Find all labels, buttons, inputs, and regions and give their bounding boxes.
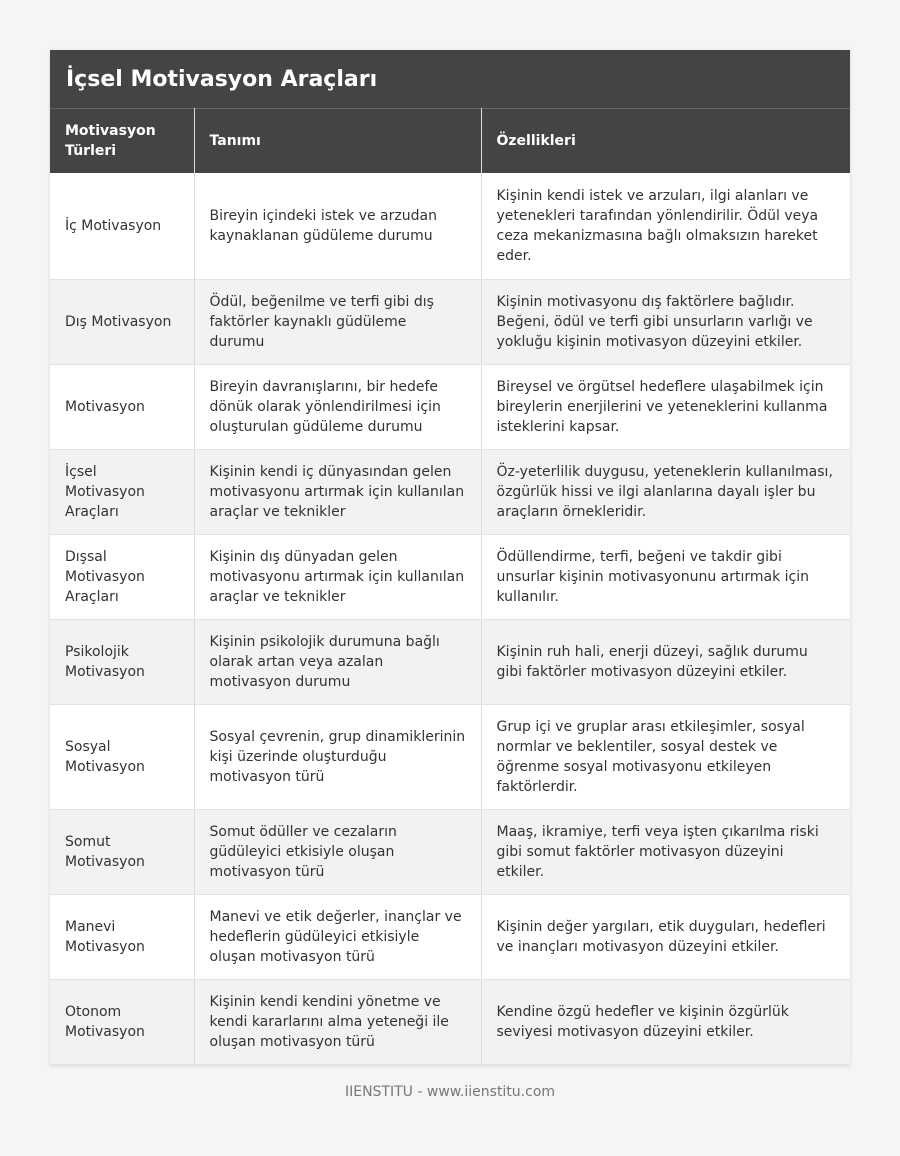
- column-header-features: Özellikleri: [481, 109, 850, 174]
- table-row: [50, 364, 850, 449]
- cell-features: Kişinin motivasyonu dış faktörlere bağlıdır. Beğeni, ödül ve terfi gibi unsurların varlığı ve yokluğu kişinin motivasyon düzeyini etkiler.: [481, 279, 850, 364]
- cell-type: Somut Motivasyon: [50, 809, 194, 894]
- cell-features: Bireysel ve örgütsel hedeflere ulaşabilmek için bireylerin enerjilerini ve yeteneklerini kullanma isteklerini kapsar.: [481, 364, 850, 449]
- cell-definition: Kişinin psikolojik durumuna bağlı olarak artan veya azalan motivasyon durumu: [194, 619, 481, 704]
- cell-type: Otonom Motivasyon: [50, 979, 194, 1064]
- cell-definition: Somut ödüller ve cezaların güdüleyici etkisiyle oluşan motivasyon türü: [194, 809, 481, 894]
- table-row: [50, 279, 850, 364]
- table-row: [50, 619, 850, 704]
- table-row: [50, 449, 850, 534]
- cell-features: Kendine özgü hedefler ve kişinin özgürlük seviyesi motivasyon düzeyini etkiler.: [481, 979, 850, 1064]
- cell-features: Maaş, ikramiye, terfi veya işten çıkarılma riski gibi somut faktörler motivasyon düzeyini etkiler.: [481, 809, 850, 894]
- cell-type: İçsel Motivasyon Araçları: [50, 449, 194, 534]
- table-row: [50, 894, 850, 979]
- cell-definition: Bireyin içindeki istek ve arzudan kaynaklanan güdüleme durumu: [194, 173, 481, 279]
- cell-features: Grup içi ve gruplar arası etkileşimler, sosyal normlar ve beklentiler, sosyal destek ve öğrenme sosyal motivasyonu etkileyen faktörlerdir.: [481, 704, 850, 809]
- table-row: [50, 979, 850, 1064]
- cell-type: İç Motivasyon: [50, 173, 194, 279]
- cell-definition: Ödül, beğenilme ve terfi gibi dış faktörler kaynaklı güdüleme durumu: [194, 279, 481, 364]
- cell-features: Ödüllendirme, terfi, beğeni ve takdir gibi unsurlar kişinin motivasyonunu artırmak için kullanılır.: [481, 534, 850, 619]
- content-card: [50, 50, 850, 1065]
- cell-type: Motivasyon: [50, 364, 194, 449]
- table-row: [50, 809, 850, 894]
- cell-definition: Kişinin dış dünyadan gelen motivasyonu artırmak için kullanılan araçlar ve teknikler: [194, 534, 481, 619]
- table-row: [50, 173, 850, 279]
- column-header-types: Motivasyon Türleri: [50, 109, 194, 174]
- cell-features: Kişinin kendi istek ve arzuları, ilgi alanları ve yetenekleri tarafından yönlendirilir. Ödül veya ceza mekanizmasına bağlı olmaksızın hareket eder.: [481, 173, 850, 279]
- table-row: [50, 704, 850, 809]
- cell-type: Sosyal Motivasyon: [50, 704, 194, 809]
- table-header-row: [50, 109, 850, 174]
- cell-type: Dışsal Motivasyon Araçları: [50, 534, 194, 619]
- cell-type: Manevi Motivasyon: [50, 894, 194, 979]
- cell-features: Öz-yeterlilik duygusu, yeteneklerin kullanılması, özgürlük hissi ve ilgi alanlarına dayalı işler bu araçların örnekleridir.: [481, 449, 850, 534]
- cell-definition: Kişinin kendi iç dünyasından gelen motivasyonu artırmak için kullanılan araçlar ve teknikler: [194, 449, 481, 534]
- table-row: [50, 534, 850, 619]
- cell-type: Psikolojik Motivasyon: [50, 619, 194, 704]
- column-header-definition: Tanımı: [194, 109, 481, 174]
- cell-features: Kişinin değer yargıları, etik duyguları, hedefleri ve inançları motivasyon düzeyini etkiler.: [481, 894, 850, 979]
- cell-definition: Kişinin kendi kendini yönetme ve kendi kararlarını alma yeteneği ile oluşan motivasyon türü: [194, 979, 481, 1064]
- footer-credit: IIENSTITU - www.iienstitu.com: [344, 1084, 556, 1100]
- cell-definition: Sosyal çevrenin, grup dinamiklerinin kişi üzerinde oluşturduğu motivasyon türü: [194, 704, 481, 809]
- cell-definition: Bireyin davranışlarını, bir hedefe dönük olarak yönlendirilmesi için oluşturulan güdüleme durumu: [194, 364, 481, 449]
- cell-definition: Manevi ve etik değerler, inançlar ve hedeflerin güdüleyici etkisiyle oluşan motivasyon türü: [194, 894, 481, 979]
- page-title: İçsel Motivasyon Araçları: [50, 50, 850, 108]
- motivation-table: [50, 108, 850, 1065]
- cell-type: Dış Motivasyon: [50, 279, 194, 364]
- cell-features: Kişinin ruh hali, enerji düzeyi, sağlık durumu gibi faktörler motivasyon düzeyini etkiler.: [481, 619, 850, 704]
